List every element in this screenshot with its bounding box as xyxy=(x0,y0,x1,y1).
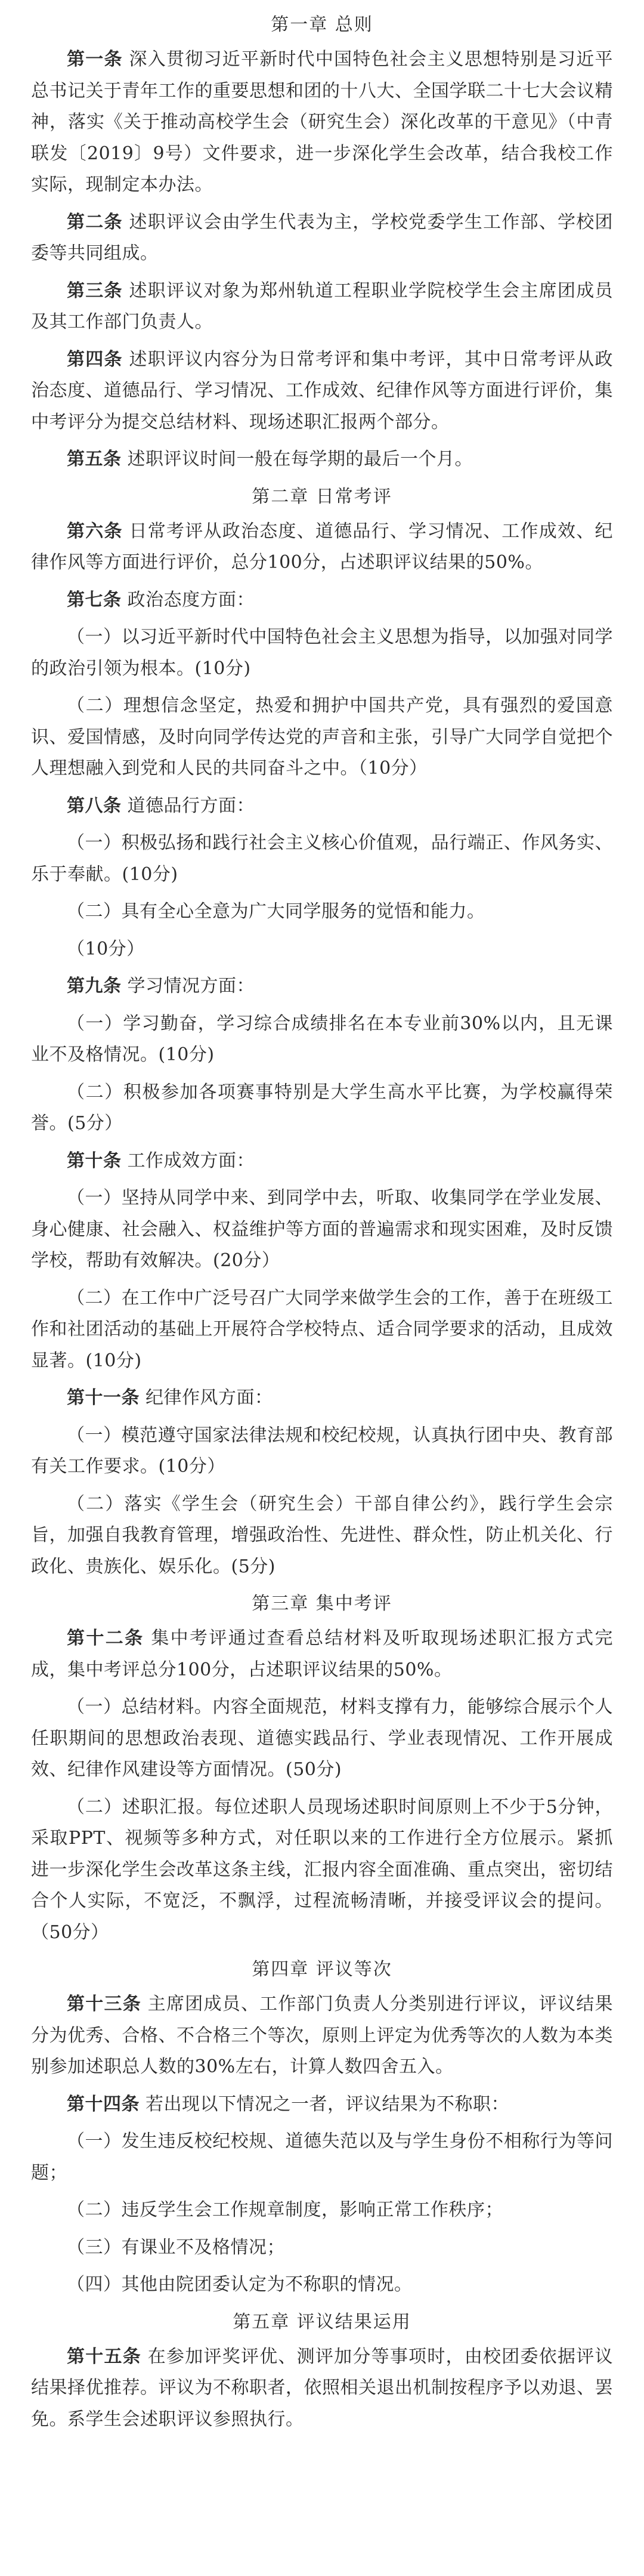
article-item xyxy=(31,622,613,684)
article-item xyxy=(31,1183,613,1277)
article-text: 深入贯彻习近平新时代中国特色社会主义思想特别是习近平总书记关于青年工作的重要思想和团的十八大、全国学联二十七大会议精神，落实《关于推动高校学生会（研究生会）深化改革的干意见》（中青联发〔2019〕9号）文件要求，进一步深化学生会改革，结合我校工作实际，现制定本办法。 xyxy=(31,49,614,195)
article-text: 学习情况方面： xyxy=(121,976,255,997)
article-text: 工作成效方面： xyxy=(121,1150,255,1171)
article-paragraph xyxy=(31,971,613,1002)
chapter-title: 第二章 日常考评 xyxy=(252,486,392,507)
article-paragraph xyxy=(31,1146,613,1177)
article-text: 政治态度方面： xyxy=(121,589,255,610)
article-item xyxy=(31,1008,613,1071)
article-paragraph xyxy=(31,585,613,616)
article-label: 第二条 xyxy=(67,211,123,233)
chapter-title: 第五章 评议结果运用 xyxy=(233,2311,411,2333)
article-text: 道德品行方面： xyxy=(121,795,255,816)
article-paragraph xyxy=(31,207,613,270)
article-text: 日常考评从政治态度、道德品行、学习情况、工作成效、纪律作风等方面进行评价，总分100分，占述职评议结果的50%。 xyxy=(31,520,614,573)
article-paragraph xyxy=(31,44,613,201)
article-text: （二）违反学生会工作规章制度，影响正常工作秩序； xyxy=(67,2199,503,2220)
article-label: 第十四条 xyxy=(67,2093,140,2115)
article-text: 在参加评奖评优、测评加分等事项时，由校团委依据评议结果择优推荐。评议为不称职者，依照相关退出机制按程序予以劝退、罢免。系学生会述职评议参照执行。 xyxy=(31,2346,613,2430)
article-text: （一）发生违反校纪校规、道德失范以及与学生身份不相称行为等问题； xyxy=(31,2131,613,2183)
article-label: 第七条 xyxy=(67,589,122,610)
chapter-2 xyxy=(31,482,613,1583)
chapter-title: 第三章 集中考评 xyxy=(252,1593,392,1614)
article-text: （三）有课业不及格情况； xyxy=(67,2236,285,2258)
article-text: 集中考评通过查看总结材料及听取现场述职汇报方式完成，集中考评总分100分，占述职评议结果的50%。 xyxy=(31,1628,613,1680)
chapter-4 xyxy=(31,1954,613,2301)
article-label: 第四条 xyxy=(67,348,123,370)
article-label: 第八条 xyxy=(67,795,122,816)
article-paragraph xyxy=(31,791,613,822)
article-text: （二）述职汇报。每位述职人员现场述职时间原则上不少于5分钟，采取PPT、视频等多种方式，对任职以来的工作进行全方位展示。紧抓进一步深化学生会改革这条主线，汇报内容全面准确、重点突出，密切结合个人实际，不宽泛，不飘浮，过程流畅清晰，并接受评议会的提问。（50分） xyxy=(31,1796,613,1943)
article-text: （一）坚持从同学中来、到同学中去，听取、收集同学在学业发展、身心健康、社会融入、权益维护等方面的普遍需求和现实困难，及时反馈学校，帮助有效解决。(20分） xyxy=(31,1187,613,1271)
article-paragraph xyxy=(31,444,613,476)
article-text: （二）在工作中广泛号召广大同学来做学生会的工作，善于在班级工作和社团活动的基础上开展符合学校特点、适合同学要求的活动，且成效显著。(10分) xyxy=(31,1287,613,1371)
article-item xyxy=(31,1420,613,1483)
article-text: （二）具有全心全意为广大同学服务的觉悟和能力。 xyxy=(67,901,485,922)
article-text: （二）落实《学生会（研究生会）干部自律公约》，践行学生会宗旨，加强自我教育管理，增强政治性、先进性、群众性，防止机关化、行政化、贵族化、娱乐化。(5分) xyxy=(31,1493,613,1577)
article-label: 第十三条 xyxy=(67,1994,141,2014)
article-label: 第三条 xyxy=(67,280,123,301)
article-text: （四）其他由院团委认定为不称职的情况。 xyxy=(67,2274,413,2295)
article-item xyxy=(31,1692,613,1786)
article-item xyxy=(31,934,613,965)
chapter-title: 第一章 总则 xyxy=(271,14,373,35)
article-label: 第一条 xyxy=(67,49,123,70)
article-label: 第九条 xyxy=(67,976,122,997)
article-text: （一）学习勤奋，学习综合成绩排名在本专业前30%以内，且无课业不及格情况。(10分) xyxy=(31,1013,613,1065)
article-text: （一）总结材料。内容全面规范，材料支撑有力，能够综合展示个人任职期间的思想政治表现、道德实践品行、学业表现情况、工作开展成效、纪律作风建设等方面情况。(50分) xyxy=(31,1696,613,1780)
article-text: 述职评议内容分为日常考评和集中考评，其中日常考评从政治态度、道德品行、学习情况、工作成效、纪律作风等方面进行评价，集中考评分为提交总结材料、现场述职汇报两个部分。 xyxy=(31,348,614,433)
chapter-3 xyxy=(31,1588,613,1948)
article-label: 第十五条 xyxy=(67,2346,141,2367)
article-paragraph xyxy=(31,276,613,338)
article-paragraph xyxy=(31,516,613,579)
article-item xyxy=(31,1792,613,1949)
article-item xyxy=(31,690,613,785)
article-text: （二）理想信念坚定，热爱和拥护中国共产党，具有强烈的爱国意识、爱国情感，及时向同学传达党的声音和主张，引导广大同学自觉把个人理想融入到党和人民的共同奋斗之中。（10分） xyxy=(31,695,613,779)
article-text: （一）以习近平新时代中国特色社会主义思想为指导，以加强对同学的政治引领为根本。(10分) xyxy=(31,627,613,679)
article-paragraph xyxy=(31,1623,613,1686)
article-paragraph xyxy=(31,2341,613,2436)
article-item xyxy=(31,1283,613,1377)
chapter-title: 第四章 评议等次 xyxy=(252,1959,392,1980)
article-label: 第十条 xyxy=(67,1150,122,1171)
article-item xyxy=(31,2126,613,2189)
article-label: 第六条 xyxy=(67,520,123,542)
article-paragraph xyxy=(31,344,613,439)
article-paragraph xyxy=(31,1383,613,1414)
article-label: 第五条 xyxy=(67,449,122,470)
article-item xyxy=(31,828,613,890)
article-text: （一）模范遵守国家法律法规和校纪校规，认真执行团中央、教育部有关工作要求。(10分） xyxy=(31,1424,613,1477)
article-label: 第十二条 xyxy=(67,1628,144,1649)
article-text: （二）积极参加各项赛事特别是大学生高水平比赛，为学校赢得荣誉。(5分） xyxy=(31,1081,613,1134)
article-text: 述职评议会由学生代表为主，学校党委学生工作部、学校团委等共同组成。 xyxy=(31,211,614,264)
article-text: 述职评议时间一般在每学期的最后一个月。 xyxy=(121,449,473,470)
article-item xyxy=(31,2269,613,2301)
article-item xyxy=(31,1489,613,1583)
article-item xyxy=(31,1077,613,1140)
article-item xyxy=(31,2232,613,2264)
chapter-1 xyxy=(31,10,613,476)
article-text: 纪律作风方面： xyxy=(140,1387,273,1408)
chapter-5 xyxy=(31,2307,613,2436)
article-label: 第十一条 xyxy=(67,1387,140,1408)
article-item xyxy=(31,2195,613,2226)
article-text: （10分） xyxy=(67,938,145,960)
article-paragraph xyxy=(31,2089,613,2121)
article-text: 若出现以下情况之一者，评议结果为不称职： xyxy=(140,2093,510,2115)
article-paragraph xyxy=(31,1989,613,2083)
article-item xyxy=(31,896,613,928)
article-text: （一）积极弘扬和践行社会主义核心价值观，品行端正、作风务实、乐于奉献。(10分) xyxy=(31,832,613,885)
article-text: 述职评议对象为郑州轨道工程职业学院校学生会主席团成员及其工作部门负责人。 xyxy=(31,280,614,332)
article-text: 主席团成员、工作部门负责人分类别进行评议，评议结果分为优秀、合格、不合格三个等次，原则上评定为优秀等次的人数为本类别参加述职总人数的30%左右，计算人数四舍五入。 xyxy=(31,1994,613,2077)
